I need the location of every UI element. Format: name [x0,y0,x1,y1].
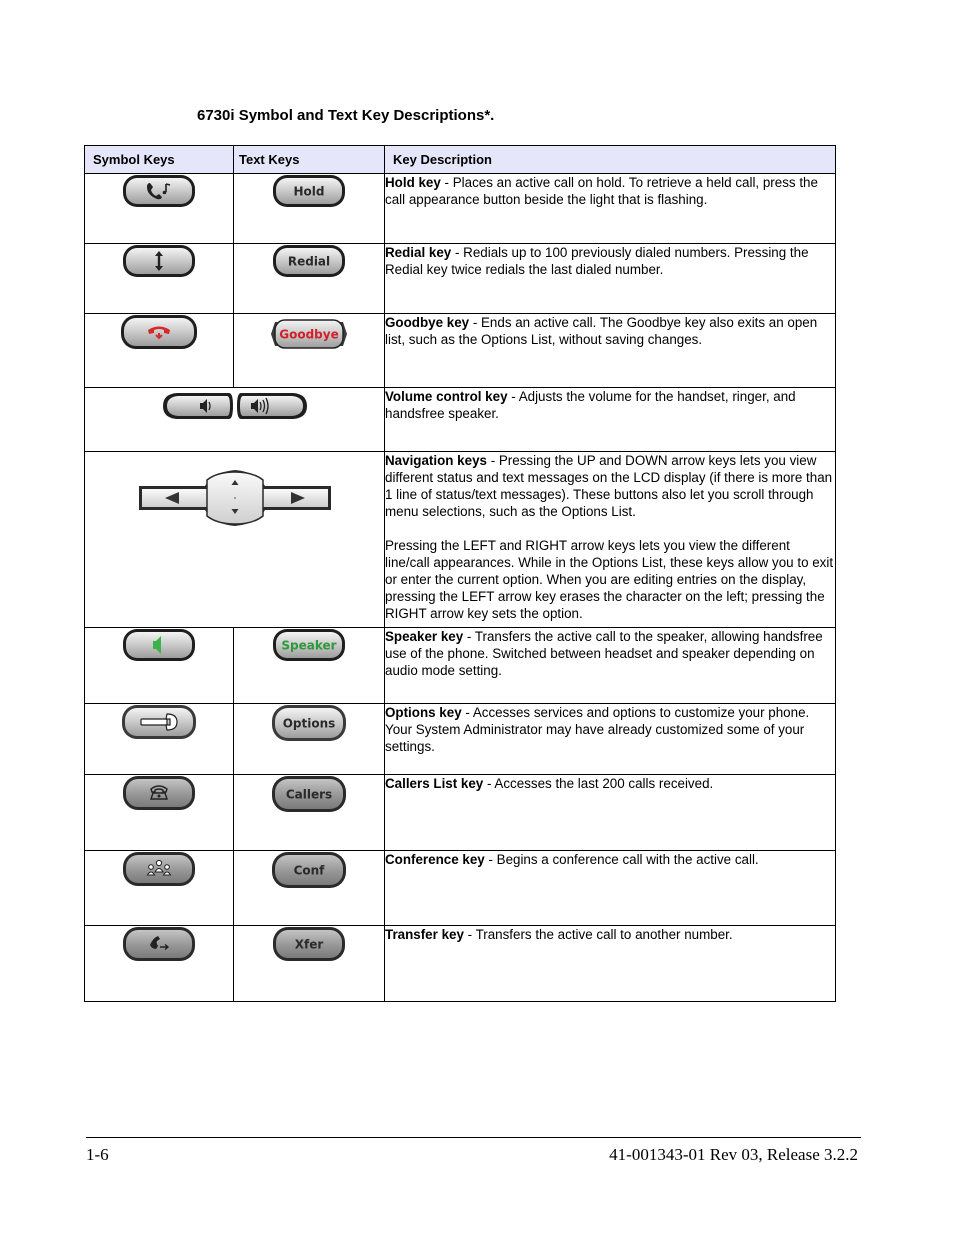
footer-divider [86,1137,861,1138]
phone-icon [122,775,196,811]
speaker-icon [122,628,196,662]
callers-key-icon [271,775,347,813]
navigation-cross-icon [137,468,333,528]
table-row [85,851,836,926]
handset-music-icon [122,174,196,208]
table-row [85,775,836,851]
symbol-key-cell [85,851,234,926]
column-header-text-keys: Text Keys [234,146,385,174]
text-key-cell [234,244,385,314]
svg-text:Options: Options [282,716,336,731]
key-description-cell: Hold key - Places an active call on hold. To retrieve a held call, press the call appearance button beside the light that is flashing. [385,174,836,244]
table-row [85,314,836,388]
transfer-handset-icon [122,926,196,962]
text-key-cell [234,775,385,851]
table-row [85,244,836,314]
key-description-cell: Conference key - Begins a conference call with the active call. [385,851,836,926]
svg-text:Hold: Hold [293,184,325,199]
table-row [85,174,836,244]
symbol-key-cell [85,174,234,244]
key-description-cell: Redial key - Redials up to 100 previously dialed numbers. Pressing the Redial key twice redials the last dialed number. [385,244,836,314]
text-key-cell [234,704,385,775]
svg-text:Callers: Callers [285,787,333,802]
symbol-key-cell [85,244,234,314]
page-number: 1-6 [86,1145,109,1164]
table-header-row [85,146,836,174]
table-row [85,926,836,1002]
key-description-cell: Navigation keys - Pressing the UP and DOWN arrow keys lets you view different status and text messages on the LCD display (if there is more than 1 line of status/text messages). These buttons also let you scroll through menu selections, such as the Options List. Pressing the LEFT and RIGHT arrow keys lets you view the different line/call appearances. While in the Options List, these keys allow you to exit or enter the current option. When you are editing entries on the display, pressing the LEFT arrow key erases the character on the left; pressing the RIGHT arrow key sets the option. [385,452,836,628]
hangup-handset-icon [120,314,198,350]
symbol-key-cell [85,628,234,704]
wrench-icon [121,704,197,740]
key-description-cell: Options key - Accesses services and options to customize your phone. Your System Administrator may have already customized some of your settings. [385,704,836,775]
symbol-key-cell [85,452,385,628]
key-description-cell: Speaker key - Transfers the active call to the speaker, allowing handsfree use of the phone. Switched between headset and speaker depending on audio mode setting. [385,628,836,704]
goodbye-key-icon [269,314,349,354]
symbol-key-cell [85,388,385,452]
options-key-icon [271,704,347,742]
svg-text:Xfer: Xfer [294,937,324,952]
column-header-key-description: Key Description [385,146,836,174]
symbol-key-cell [85,926,234,1002]
text-key-cell [234,851,385,926]
conference-people-icon [122,851,196,887]
redial-key-icon [272,244,346,278]
table-row [85,704,836,775]
table-row [85,388,836,452]
speaker-key-icon [272,628,346,662]
symbol-key-cell [85,314,234,388]
text-key-cell [234,926,385,1002]
text-key-cell [234,174,385,244]
svg-text:Conf: Conf [293,863,325,878]
symbol-key-cell [85,775,234,851]
key-description-cell: Volume control key - Adjusts the volume for the handset, ringer, and handsfree speaker. [385,388,836,452]
table-row [85,452,836,628]
svg-text:Redial: Redial [287,254,331,269]
volume-icon [159,388,311,424]
redial-arrows-icon [122,244,196,278]
svg-text:Goodbye: Goodbye [279,327,339,342]
key-description-cell: Callers List key - Accesses the last 200 calls received. [385,775,836,851]
text-key-cell [234,628,385,704]
table-row [85,628,836,704]
hold-key-icon [272,174,346,208]
text-key-cell [234,314,385,388]
svg-text:Speaker: Speaker [281,638,337,653]
column-header-symbol-keys: Symbol Keys [85,146,234,174]
xfer-key-icon [272,926,346,962]
key-description-cell: Transfer key - Transfers the active call to another number. [385,926,836,1002]
key-description-cell: Goodbye key - Ends an active call. The Goodbye key also exits an open list, such as the Options List, without saving changes. [385,314,836,388]
key-descriptions-table [84,145,836,1002]
page-title: 6730i Symbol and Text Key Descriptions*. [197,107,495,124]
symbol-key-cell [85,704,234,775]
document-revision: 41-001343-01 Rev 03, Release 3.2.2 [609,1145,858,1164]
conf-key-icon [271,851,347,889]
